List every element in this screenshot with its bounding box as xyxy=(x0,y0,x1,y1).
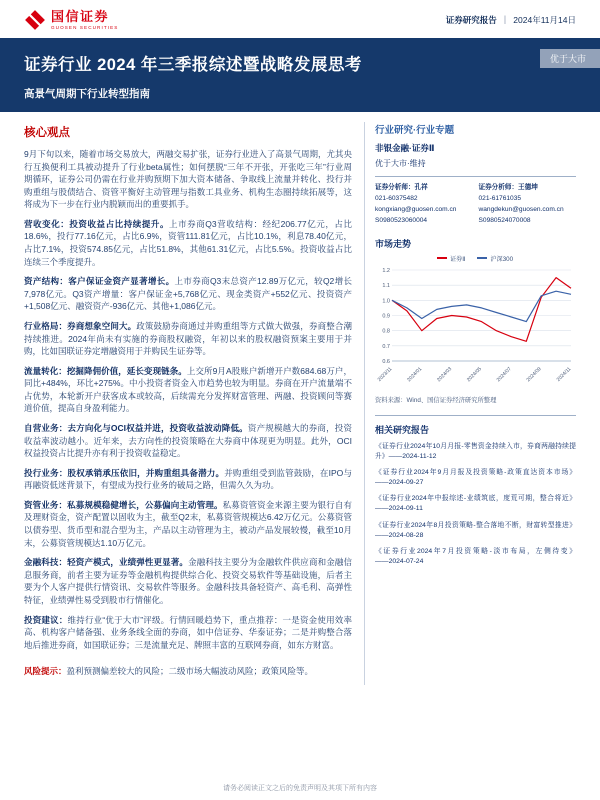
svg-text:2024/07: 2024/07 xyxy=(495,365,513,383)
page-header xyxy=(0,0,600,38)
market-trend-heading: 市场走势 xyxy=(375,238,412,249)
related-reports-heading: 相关研究报告 xyxy=(375,415,576,436)
svg-text:0.8: 0.8 xyxy=(382,328,390,335)
analyst-email: kongxiang@guosen.com.cn xyxy=(375,205,457,213)
analyst-name: 证券分析师：王德坤 xyxy=(478,184,538,191)
paragraph-text: 上市券商Q3营收结构：经纪206.77亿元，占比18.6%，投行77.16亿元，占比6.9%，资管111.81亿元，占比10.1%，利息78.40亿元，占比7.1%，投资574.85亿元，占比51.8%，其他61.31亿元，占比5.5%。投资收益占比连续三个季度提升。 xyxy=(24,218,352,267)
legend-swatch-blue xyxy=(477,257,487,259)
related-report-date: ——2024-07-24 xyxy=(375,558,424,566)
report-date: 2024年11月14日 xyxy=(513,15,576,25)
title-band xyxy=(0,38,600,112)
content-area xyxy=(0,112,600,685)
related-report-title: 《证券行业2024年8月投资策略-整合落地不断，财富转型推进》 xyxy=(375,521,576,529)
paragraph-text: 私募资管资金来源主要为银行自有及理财资金，资产配置以固收为主，截至Q2末，私募资管规模达6.42万亿元。公募资管以债券型、货币型和混合型为主，产品以主动管理为主，被动产品发展较慢，截至10月末，公募资管规模达1.10万亿元。 xyxy=(24,499,352,548)
research-category: 行业研究·行业专题 xyxy=(375,125,455,136)
legend-item-securities xyxy=(437,254,465,263)
paragraph-text: 上市券商Q3末总资产12.89万亿元，较Q2增长7,978亿元。Q3资产增量：客户保证金+5,768亿元、现金类资产+552亿元、投资资产+1,508亿元、融资资产-936亿元、其他+1,086亿元。 xyxy=(24,276,352,312)
analyst-cert: S0980524070008 xyxy=(478,216,531,224)
paragraph-text: 金融科技主要分为金融软件供应商和金融信息服务商，前者主要为证券等金融机构提供综合化、投资交易软件等基础设施，后者主要为个人客户提供行情资讯、交易软件等服务。金融科技具备轻资产、高毛利、高弹性特征，业绩弹性易受到股市行情催化。 xyxy=(24,557,352,605)
rating-line: 优于大市·维持 xyxy=(375,159,426,168)
core-paragraph-asset-mgmt xyxy=(24,499,352,549)
related-report-title: 《证券行业2024年9月月报及投资策略-政策直达资本市场》 xyxy=(375,468,576,476)
svg-text:1.2: 1.2 xyxy=(382,267,390,274)
related-report-item[interactable] xyxy=(375,521,576,541)
legend-item-csi300 xyxy=(477,254,513,263)
related-report-date: ——2024-11-12 xyxy=(388,452,437,460)
paragraph-label: 营收变化：投资收益占比持续提升。 xyxy=(24,218,170,229)
core-paragraph-traffic xyxy=(24,365,352,415)
analyst-phone: 021-61761035 xyxy=(478,194,522,202)
related-report-title: 《证券行业2024年7月投资策略-淡市布局，左侧待变》 xyxy=(375,548,576,555)
paragraph-label: 金融科技：轻资产模式，业绩弹性更显著。 xyxy=(24,557,189,568)
svg-text:0.9: 0.9 xyxy=(382,313,390,319)
report-title: 证券行业 2024 年三季报综述暨战略发展思考 xyxy=(24,56,362,74)
market-trend-chart-box xyxy=(375,254,575,404)
analyst-cert: S0980523060004 xyxy=(375,216,428,224)
industry-label: 非银金融·证券Ⅱ xyxy=(375,143,435,153)
paragraph-label: 资产结构：客户保证金资产显著增长。 xyxy=(24,276,175,287)
paragraph-label: 自营业务：去方向化与OCI权益并进，投资收益波动降低。 xyxy=(24,422,248,433)
analyst-card xyxy=(479,183,577,227)
guosen-logo-text xyxy=(51,10,118,29)
related-report-date: ——2024-09-27 xyxy=(375,479,424,487)
disclaimer-footer: 请务必阅读正文之后的免责声明及其项下所有内容 xyxy=(223,785,377,792)
core-paragraph-recommendation xyxy=(24,614,352,652)
logo-name-en: GUOSEN SECURITIES xyxy=(51,24,119,30)
analyst-phone: 021-60375482 xyxy=(375,194,418,202)
paragraph-text: 维持行业“优于大市”评级。行情回暖趋势下，重点推荐：一是资金使用效率高、机构客户储备强、业务条线全面的券商，如中信证券、华泰证券；二是并购整合落地后推进券商，如国联证券；三是流量充足、牌照丰富的互联网券商，如东方财富。 xyxy=(24,614,352,650)
chart-legend xyxy=(375,254,575,263)
report-meta xyxy=(446,14,576,26)
meta-separator: ｜ xyxy=(500,15,510,25)
paragraph-text: 9月下旬以来，随着市场交易放大，两融交易扩张，证券行业进入了高景气周期，尤其央行互换便利工具被动提升了行业beta属性；如何摆脱“三年不开张，开张吃三年”行业周期循环，证券公司仍需在行业并购预期下加大资本储备、争取线上流量并转化、投行并购重组与股债结合、资管平衡好主动管理与指数工具业务、机构生态圈持续拓展等，这将成为下一步在行业内脱颖而出的重要抓手。 xyxy=(24,149,352,210)
legend-label: 证券Ⅱ xyxy=(449,255,466,263)
paragraph-text: 政策鼓励券商通过并购重组等方式做大做强，券商整合潮持续推进。2024年尚未有实施的券商股权融资，年初以来的股权融资预案主要用于并购，比如国联证券定增融资用于并购民生证券等。 xyxy=(24,320,352,357)
report-type-label: 证券研究报告 xyxy=(445,15,497,25)
related-report-item[interactable] xyxy=(375,494,576,514)
paragraph-label: 资管业务：私募规模稳健增长，公募偏向主动管理。 xyxy=(24,499,223,510)
svg-text:0.7: 0.7 xyxy=(382,343,390,350)
paragraph-label: 投资建议： xyxy=(24,614,68,625)
paragraph-text: 上交所9月A股账户新增开户数684.68万户，同比+484%，环比+275%。中小投资者资金入市趋势也较为明显。券商在开户流量端不占优势，本轮新开户获客成本或较高，后续需充分发挥财富管理、两融、投资顾问等赛道价值，提高自身盈利能力。 xyxy=(24,365,352,414)
risk-warning xyxy=(24,665,352,678)
svg-text:1.1: 1.1 xyxy=(382,282,390,289)
guosen-logo-icon xyxy=(24,9,46,31)
core-paragraph-investment-banking xyxy=(24,467,352,492)
legend-swatch-red xyxy=(437,257,447,259)
related-report-item[interactable] xyxy=(375,468,576,488)
svg-text:2024/05: 2024/05 xyxy=(465,365,483,383)
analyst-name: 证券分析师：孔祥 xyxy=(375,184,428,191)
related-report-title: 《证券行业2024年10月月报-零售资金持续入市，券商两融持续提升》 xyxy=(375,442,576,460)
paragraph-text: 资产规模越大的券商，投资收益率波动越小。近年来，去方向性的投资策略在大券商中体现更为明显。此外，OCI权益投资占比提升亦有利于投资收益稳定。 xyxy=(24,422,352,459)
svg-text:2024/01: 2024/01 xyxy=(406,365,424,383)
risk-text: 盈利预测偏差较大的风险；二级市场大幅波动风险；政策风险等。 xyxy=(66,666,314,677)
paragraph-label: 行业格局：券商想象空间大。 xyxy=(24,320,137,331)
paragraph-text: 并购重组受到监管鼓励，在IPO与再融资低迷背景下，有望成为投行业务的破局之路，但需久久为功。 xyxy=(24,467,352,491)
core-paragraph-assets xyxy=(24,275,352,313)
related-report-date: ——2024-09-11 xyxy=(375,505,423,513)
core-paragraph-fintech xyxy=(24,556,352,606)
legend-label: 沪深300 xyxy=(490,255,514,263)
related-report-title: 《证券行业2024年中报综述-业绩筑底，度荒可期，整合将近》 xyxy=(375,495,576,503)
related-report-item[interactable] xyxy=(375,547,576,567)
svg-text:2023/11: 2023/11 xyxy=(376,365,394,383)
risk-label: 风险提示： xyxy=(24,666,67,677)
report-subtitle: 高景气周期下行业转型指南 xyxy=(24,88,150,100)
related-report-date: ——2024-08-28 xyxy=(375,531,424,539)
chart-source-note: 资料来源：Wind、国信证券经济研究所整理 xyxy=(375,396,497,404)
svg-text:2024/03: 2024/03 xyxy=(436,365,454,383)
paragraph-label: 流量转化：挖掘降佣价值，延长变现链条。 xyxy=(24,365,187,376)
svg-text:0.6: 0.6 xyxy=(382,358,390,365)
related-report-item[interactable] xyxy=(375,442,576,462)
analyst-email: wangdekun@guosen.com.cn xyxy=(478,205,564,213)
market-trend-chart xyxy=(375,265,575,387)
core-paragraph-intro xyxy=(24,148,352,211)
core-paragraph-prop-trading xyxy=(24,422,352,460)
svg-text:1.0: 1.0 xyxy=(382,297,390,304)
analyst-block xyxy=(375,183,576,227)
analyst-card xyxy=(375,183,473,227)
core-paragraph-landscape xyxy=(24,320,352,358)
svg-text:2024/11: 2024/11 xyxy=(555,365,573,383)
guosen-logo xyxy=(24,9,118,31)
core-views-column xyxy=(24,122,364,685)
paragraph-label: 投行业务：股权承销承压依旧，并购重组具备潜力。 xyxy=(24,467,225,478)
svg-text:2024/09: 2024/09 xyxy=(525,365,543,383)
sidebar-divider xyxy=(375,176,576,177)
core-views-heading: 核心观点 xyxy=(24,127,70,139)
rating-badge: 优于大市 xyxy=(540,49,600,68)
core-paragraph-revenue xyxy=(24,218,352,268)
report-sidebar xyxy=(364,122,576,685)
logo-name-cn: 国信证券 xyxy=(51,9,110,25)
